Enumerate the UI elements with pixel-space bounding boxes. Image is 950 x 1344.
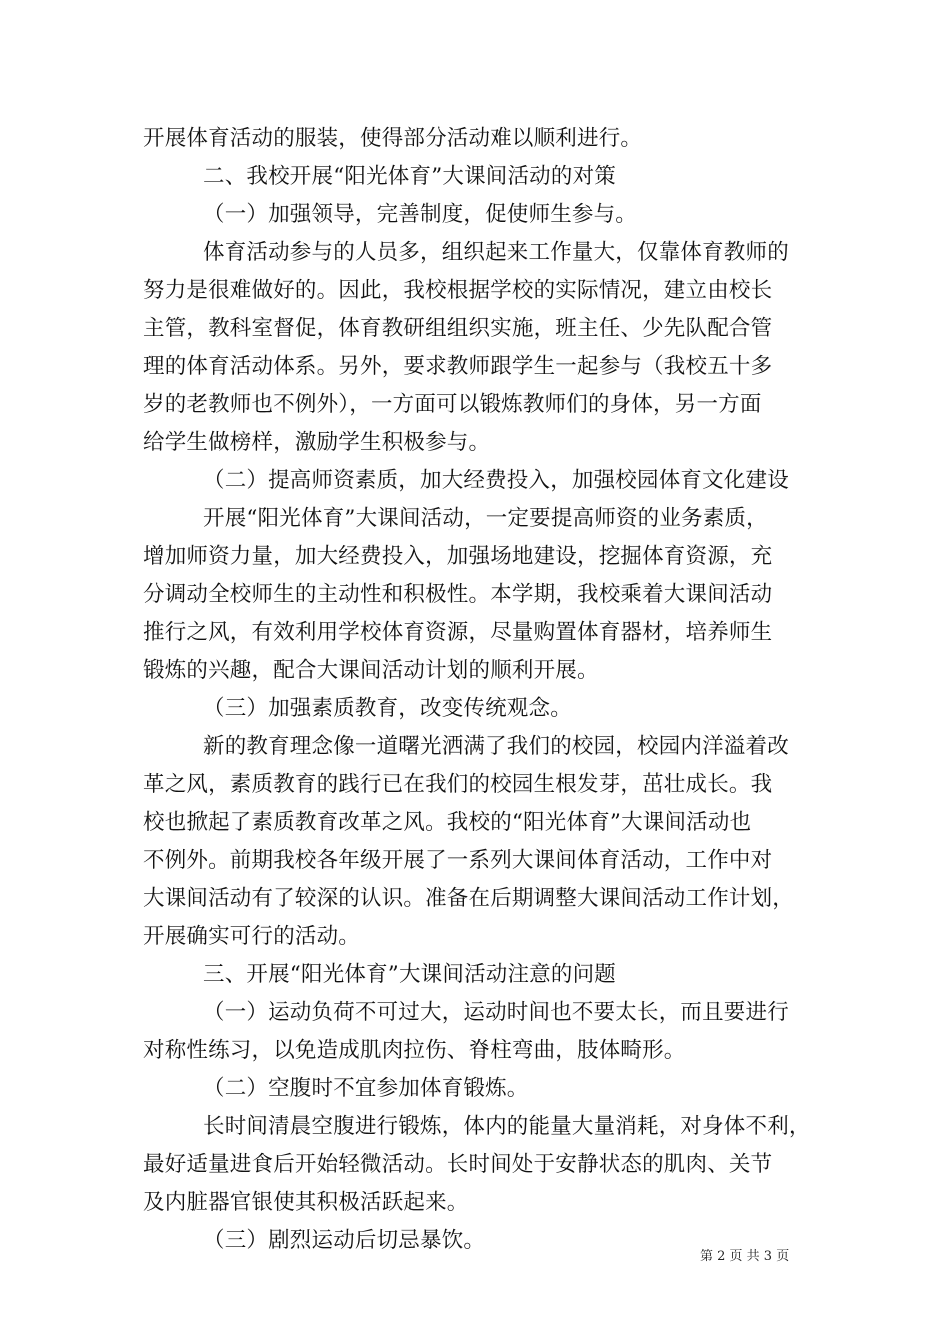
text-line: 革之风，素质教育的践行已在我们的校园生根发芽，茁壮成长。我: [143, 772, 773, 797]
document-body: [143, 120, 811, 1260]
text-line: 新的教育理念像一道曙光洒满了我们的校园，校园内洋溢着改: [203, 734, 789, 759]
text-line: 开展确实可行的活动。: [143, 924, 361, 949]
text-line: 体育活动参与的人员多，组织起来工作量大，仅靠体育教师的: [203, 240, 789, 265]
text-line: （一）加强领导，完善制度，促使师生参与。: [203, 202, 638, 227]
page-number-footer: 第 2 页 共 3 页: [700, 1249, 790, 1264]
text-line: 二、我校开展“阳光体育”大课间活动的对策: [203, 164, 616, 189]
text-line: 不例外。前期我校各年级开展了一系列大课间体育活动，工作中对: [143, 848, 773, 873]
text-line: 长时间清晨空腹进行锻炼，体内的能量大量消耗，对身体不利，: [203, 1114, 811, 1139]
text-line: （二）空腹时不宜参加体育锻炼。: [203, 1076, 529, 1101]
text-line: 岁的老教师也不例外），一方面可以锻炼教师们的身体，另一方面: [143, 392, 762, 417]
text-line: （一）运动负荷不可过大，运动时间也不要太长，而且要进行: [203, 1000, 789, 1025]
text-line: 三、开展“阳光体育”大课间活动注意的问题: [203, 962, 616, 987]
text-line: 主管，教科室督促，体育教研组组织实施，班主任、少先队配合管: [143, 316, 773, 341]
text-line: （三）剧烈运动后切忌暴饮。: [203, 1228, 486, 1253]
text-line: 给学生做榜样，激励学生积极参与。: [143, 430, 491, 455]
text-line: 锻炼的兴趣，配合大课间活动计划的顺利开展。: [143, 658, 599, 683]
text-line: 开展“阳光体育”大课间活动，一定要提高师资的业务素质，: [203, 506, 768, 531]
text-line: 及内脏器官银使其积极活跃起来。: [143, 1190, 469, 1215]
text-line: 分调动全校师生的主动性和积极性。本学期，我校乘着大课间活动: [143, 582, 773, 607]
text-line: 校也掀起了素质教育改革之风。我校的“阳光体育”大课间活动也: [143, 810, 752, 835]
text-line: 理的体育活动体系。另外，要求教师跟学生一起参与（我校五十多: [143, 354, 773, 379]
text-line: 大课间活动有了较深的认识。准备在后期调整大课间活动工作计划，: [143, 886, 795, 911]
text-line: 开展体育活动的服装，使得部分活动难以顺利进行。: [143, 126, 643, 151]
text-line: （三）加强素质教育，改变传统观念。: [203, 696, 572, 721]
text-line: 增加师资力量，加大经费投入，加强场地建设，挖掘体育资源，充: [143, 544, 773, 569]
text-line: 推行之风，有效利用学校体育资源，尽量购置体育器材，培养师生: [143, 620, 773, 645]
text-line: 对称性练习，以免造成肌肉拉伤、脊柱弯曲，肢体畸形。: [143, 1038, 686, 1063]
text-line: 努力是很难做好的。因此，我校根据学校的实际情况，建立由校长: [143, 278, 773, 303]
text-line: （二）提高师资素质，加大经费投入，加强校园体育文化建设: [203, 468, 789, 493]
text-line: 最好适量进食后开始轻微活动。长时间处于安静状态的肌肉、关节: [143, 1152, 773, 1177]
